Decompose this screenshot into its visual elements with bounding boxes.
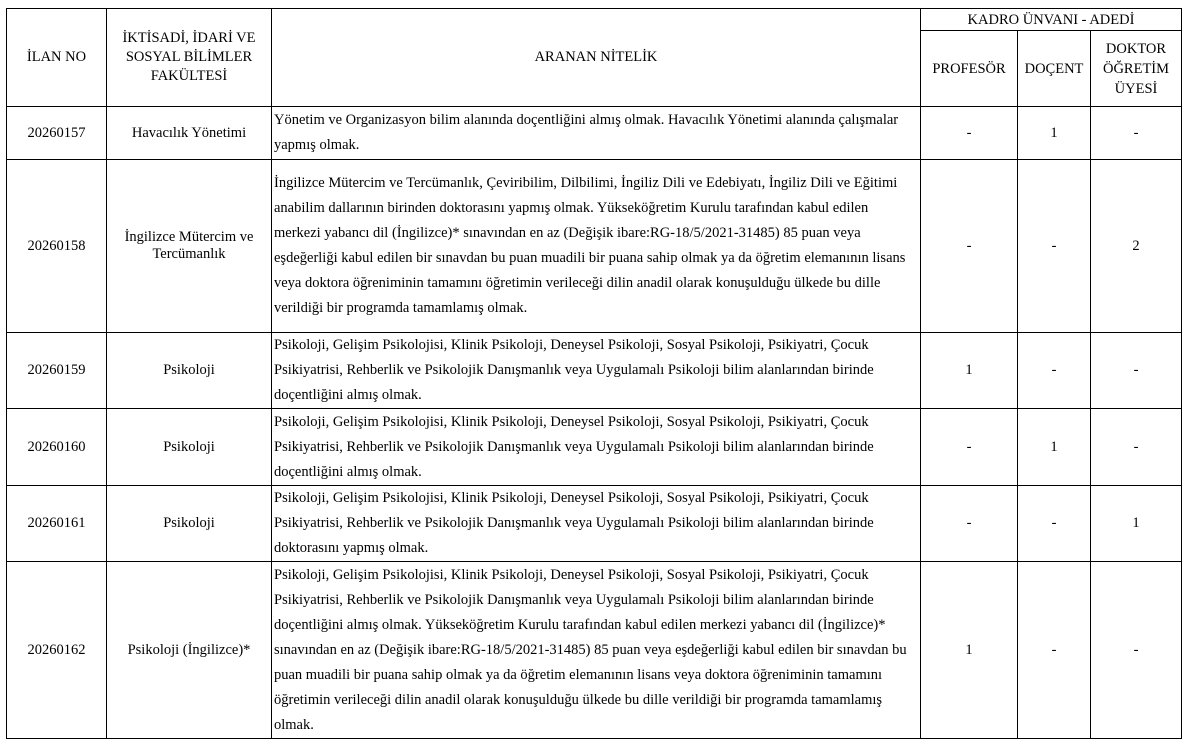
row-department: Havacılık Yönetimi bbox=[107, 107, 272, 160]
row-docent-count: 1 bbox=[1018, 107, 1091, 160]
row-criteria: Psikoloji, Gelişim Psikolojisi, Klinik Psikoloji, Deneysel Psikoloji, Sosyal Psikoloji, Psikiyatri, Çocuk Psikiyatrisi, Rehberlik ve Psikolojik Danışmanlık veya Uygulamalı Psikoloji bilim alanlarından birinde doçentliğini almış olmak. Yükseköğretim Kurulu tarafından kabul edilen merkezi yabancı dil (İngilizce)* sınavından en az (Değişik ibare:RG-18/5/2021-31485) 85 puan veya eşdeğerliği kabul edilen bir sınavdan bu puan muadili bir puana sahip olmak ya da öğretim elemanının lisans veya doktora öğreniminin tamamını öğretimin verileceği dilin anadil olarak konuşulduğu ülkede bu dille verildiği bir programda tamamlamış olmak. bbox=[272, 562, 921, 739]
row-criteria: Yönetim ve Organizasyon bilim alanında doçentliğini almış olmak. Havacılık Yönetimi alanında çalışmalar yapmış olmak. bbox=[272, 107, 921, 160]
row-docent-count: 1 bbox=[1018, 409, 1091, 486]
table-row bbox=[7, 409, 1182, 486]
row-criteria: Psikoloji, Gelişim Psikolojisi, Klinik Psikoloji, Deneysel Psikoloji, Sosyal Psikoloji, Psikiyatri, Çocuk Psikiyatrisi, Rehberlik ve Psikolojik Danışmanlık veya Uygulamalı Psikoloji bilim alanlarından birinde doçentliğini almış olmak. bbox=[272, 333, 921, 409]
row-docent-count: - bbox=[1018, 486, 1091, 562]
header-profesor: PROFESÖR bbox=[921, 31, 1018, 107]
row-department: Psikoloji (İngilizce)* bbox=[107, 562, 272, 739]
header-kadro-group: KADRO ÜNVANI - ADEDİ bbox=[921, 9, 1182, 31]
row-doktor-count: 1 bbox=[1091, 486, 1182, 562]
table-row bbox=[7, 562, 1182, 739]
row-ilan-no: 20260158 bbox=[7, 160, 107, 333]
header-faculty: İKTİSADİ, İDARİ VE SOSYAL BİLİMLER FAKÜLTESİ bbox=[107, 9, 272, 107]
row-doktor-count: - bbox=[1091, 409, 1182, 486]
row-department: Psikoloji bbox=[107, 333, 272, 409]
row-ilan-no: 20260162 bbox=[7, 562, 107, 739]
row-ilan-no: 20260161 bbox=[7, 486, 107, 562]
row-ilan-no: 20260160 bbox=[7, 409, 107, 486]
table-row bbox=[7, 333, 1182, 409]
table-row bbox=[7, 160, 1182, 333]
row-criteria: Psikoloji, Gelişim Psikolojisi, Klinik Psikoloji, Deneysel Psikoloji, Sosyal Psikoloji, Psikiyatri, Çocuk Psikiyatrisi, Rehberlik ve Psikolojik Danışmanlık veya Uygulamalı Psikoloji bilim alanlarından birinde doçentliğini almış olmak. bbox=[272, 409, 921, 486]
row-department: İngilizce Mütercim ve Tercümanlık bbox=[107, 160, 272, 333]
row-doktor-count: - bbox=[1091, 562, 1182, 739]
row-profesor-count: - bbox=[921, 160, 1018, 333]
table-row bbox=[7, 107, 1182, 160]
row-profesor-count: 1 bbox=[921, 562, 1018, 739]
row-docent-count: - bbox=[1018, 160, 1091, 333]
row-criteria: İngilizce Mütercim ve Tercümanlık, Çeviribilim, Dilbilimi, İngiliz Dili ve Edebiyatı, İngiliz Dili ve Eğitimi anabilim dallarının birinden doktorasını yapmış olmak. Yükseköğretim Kurulu tarafından kabul edilen merkezi yabancı dil (İngilizce)* sınavından en az (Değişik ibare:RG-18/5/2021-31485) 85 puan veya eşdeğerliği kabul edilen bir sınavdan bu puan muadili bir puana sahip olmak ya da öğretim elemanının lisans veya doktora öğreniminin tamamını öğretimin verileceği dilin anadil olarak konuşulduğu ülkede bu dille verildiği bir programda tamamlamış olmak. bbox=[272, 160, 921, 333]
row-profesor-count: - bbox=[921, 409, 1018, 486]
header-docent: DOÇENT bbox=[1018, 31, 1091, 107]
row-profesor-count: - bbox=[921, 486, 1018, 562]
row-profesor-count: 1 bbox=[921, 333, 1018, 409]
header-doktor: DOKTOR ÖĞRETİM ÜYESİ bbox=[1091, 31, 1182, 107]
row-ilan-no: 20260157 bbox=[7, 107, 107, 160]
row-profesor-count: - bbox=[921, 107, 1018, 160]
row-department: Psikoloji bbox=[107, 486, 272, 562]
job-listings-table bbox=[6, 8, 1182, 739]
row-docent-count: - bbox=[1018, 562, 1091, 739]
row-doktor-count: - bbox=[1091, 333, 1182, 409]
header-criteria: ARANAN NİTELİK bbox=[272, 9, 921, 107]
row-doktor-count: 2 bbox=[1091, 160, 1182, 333]
header-ilan-no: İLAN NO bbox=[7, 9, 107, 107]
table-row bbox=[7, 486, 1182, 562]
row-criteria: Psikoloji, Gelişim Psikolojisi, Klinik Psikoloji, Deneysel Psikoloji, Sosyal Psikoloji, Psikiyatri, Çocuk Psikiyatrisi, Rehberlik ve Psikolojik Danışmanlık veya Uygulamalı Psikoloji bilim alanlarından birinde doktorasını yapmış olmak. bbox=[272, 486, 921, 562]
row-doktor-count: - bbox=[1091, 107, 1182, 160]
row-docent-count: - bbox=[1018, 333, 1091, 409]
row-department: Psikoloji bbox=[107, 409, 272, 486]
row-ilan-no: 20260159 bbox=[7, 333, 107, 409]
